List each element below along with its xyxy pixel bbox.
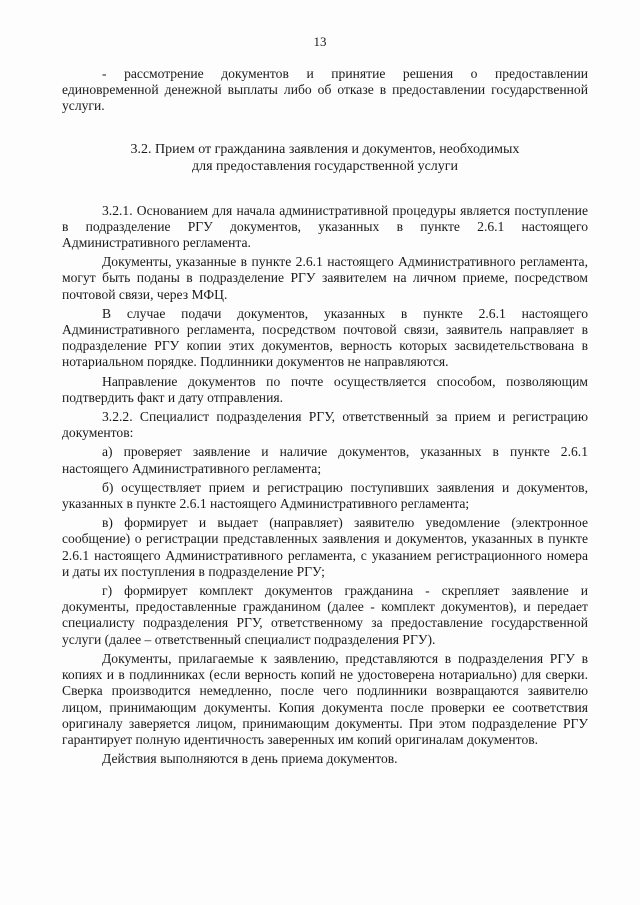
section-heading-line-1: 3.2. Прием от гражданина заявления и документов, необходимых: [130, 141, 520, 157]
paragraph-mail-direction: Направление документов по почте осуществляется способом, позволяющим подтвердить факт и дату отправления.: [62, 373, 588, 405]
paragraph-copies-verification: Документы, прилагаемые к заявлению, представляются в подразделения РГУ в копиях и в подлинниках (если верность копий не удостоверена нотариально) для сверки. Сверка производится немедленно, после чего подлинники возвращаются заявителю лицом, принимающим документы. Копия документа после проверки ее соответствия оригиналу заверяется лицом, принимающим документы. При этом подразделение РГУ гарантирует полную идентичность заверенных им копий оригиналам документов.: [62, 650, 588, 747]
paragraph-mail-submission: В случае подачи документов, указанных в пункте 2.6.1 настоящего Административного регламента, посредством почтовой связи, заявитель направляет в подразделение РГУ копии этих документов, верность которых засвидетельствована в нотариальном порядке. Подлинники документов не направляются.: [62, 305, 588, 370]
page-number: 13: [313, 34, 327, 49]
list-item-a: а) проверяет заявление и наличие документов, указанных в пункте 2.6.1 настоящего Административного регламента;: [62, 444, 588, 476]
page-body: [62, 66, 588, 767]
paragraph-submission-methods: Документы, указанные в пункте 2.6.1 настоящего Административного регламента, могут быть поданы в подразделение РГУ заявителем на личном приеме, посредством почтовой связи, через МФЦ.: [62, 254, 588, 302]
list-item-v: в) формирует и выдает (направляет) заявителю уведомление (электронное сообщение) о регистрации представленных заявления и документов, указанных в пункте 2.6.1 настоящего Административного регламента, с указанием регистрационного номера и даты их поступления в подразделение РГУ;: [62, 515, 588, 579]
list-item-g: г) формирует комплект документов гражданина - скрепляет заявление и документы, предоставленные гражданином (далее - комплект документов), и передает специалисту подразделения РГУ, ответственному за предоставление государственной услуги (далее – ответственный специалист подразделения РГУ).: [62, 583, 588, 647]
section-heading: [62, 141, 588, 175]
section-heading-line-2: для предоставления государственной услуги: [191, 158, 459, 174]
intro-paragraph: - рассмотрение документов и принятие решения о предоставлении единовременной денежной выплаты либо об отказе в предоставлении государственной услуги.: [62, 66, 588, 114]
paragraph-3-2-2: 3.2.2. Специалист подразделения РГУ, ответственный за прием и регистрацию документов:: [62, 409, 588, 441]
paragraph-same-day: Действия выполняются в день приема документов.: [102, 751, 398, 767]
list-item-b: б) осуществляет прием и регистрацию поступивших заявления и документов, указанных в пункте 2.6.1 настоящего Административного регламента;: [62, 479, 588, 512]
paragraph-3-2-1: 3.2.1. Основанием для начала административной процедуры является поступление в подразделение РГУ документов, указанных в пункте 2.6.1 настоящего Административного регламента.: [62, 202, 588, 251]
